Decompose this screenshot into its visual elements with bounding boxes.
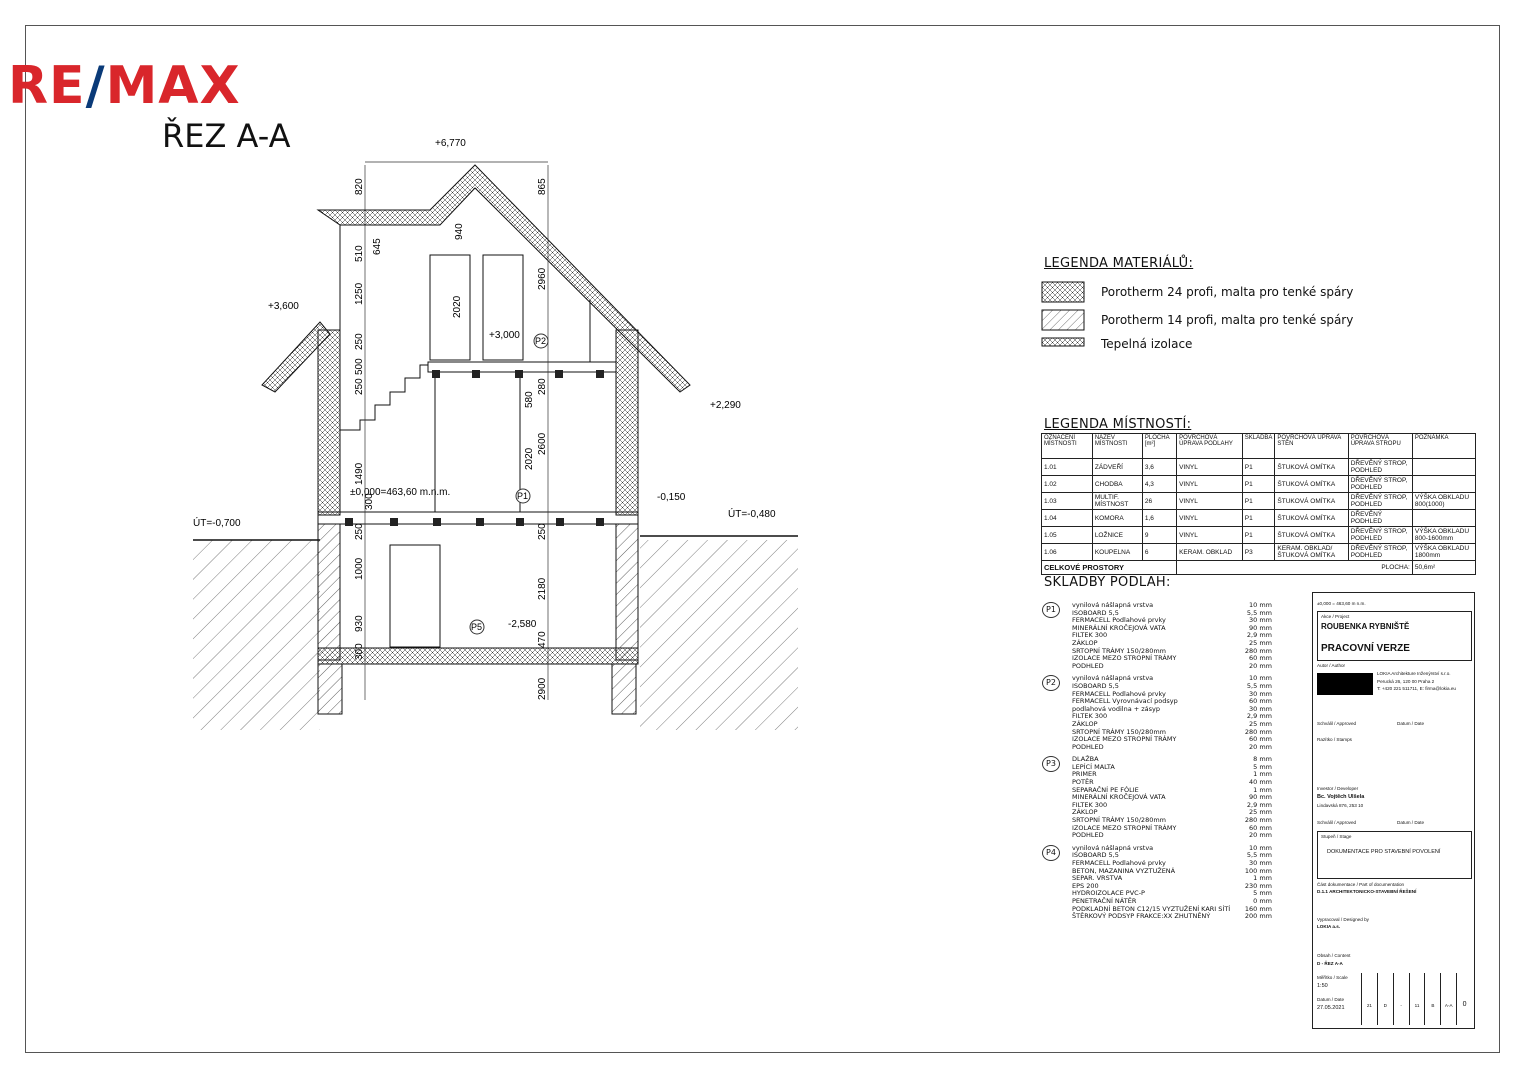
- dim: 2020: [452, 295, 463, 318]
- floor-layer: ISOBOARD 5,5 5,5 mm: [1072, 851, 1272, 860]
- floor-layer: vynilová nášlapná vrstva 10 mm: [1072, 843, 1272, 852]
- dim: 865: [537, 178, 548, 195]
- table-row: 1.01 ZÁDVEŘÍ 3,6 VINYL P1 ŠTUKOVÁ OMÍTKA DŘEVĚNÝ STROP, PODHLED: [1042, 459, 1476, 476]
- dim: 470: [537, 631, 548, 648]
- dim: 2020: [524, 447, 535, 470]
- legend-materials-title: LEGENDA MATERIÁLŮ:: [1044, 256, 1194, 271]
- level-terrain-right: ÚT=-0,480: [728, 509, 776, 520]
- legend-rooms-title: LEGENDA MÍSTNOSTÍ:: [1044, 417, 1192, 432]
- floor-layer: podlahová vodilna + zásyp 30 mm: [1072, 704, 1272, 713]
- terrain: [193, 540, 320, 730]
- floor-badge: P3: [1042, 756, 1060, 772]
- floor-layer: FILTEK 300 2,9 mm: [1072, 800, 1272, 809]
- dim: 510: [354, 245, 365, 262]
- dim: 300: [364, 493, 375, 510]
- dim: 2600: [537, 432, 548, 455]
- wall-left: [318, 330, 340, 515]
- dim: 645: [372, 238, 383, 255]
- floor-layer: SRTOPNÍ TRÁMY 150/280mm 280 mm: [1072, 646, 1272, 655]
- dim: 2900: [537, 677, 548, 700]
- dim: 250: [354, 333, 365, 350]
- floor-layer: IZOLACE MEZO STROPNÍ TRÁMY 60 mm: [1072, 654, 1272, 663]
- floor-group: [1042, 845, 1272, 921]
- floor-layer: BETON, MAZANINA VYZTUŽENÁ 100 mm: [1072, 866, 1272, 875]
- material-swatches: [1040, 280, 1090, 352]
- table-row: 1.03 MULTIF. MÍSTNOST 26 VINYL P1 ŠTUKOVÁ OMÍTKA DŘEVĚNÝ STROP, PODHLED VÝŠKA OBKLADU 800(1000): [1042, 493, 1476, 510]
- floor-layer: vynilová nášlapná vrstva 10 mm: [1072, 601, 1272, 609]
- rooms-table: OZNAČENÍ MÍSTNOSTI NÁZEV MÍSTNOSTI PLOCHA [m²] POVRCHOVÁ ÚPRAVA PODLAHY SKLADBA POVRCHOVÁ ÚPRAVA STĚN POVRCHOVÁ ÚPRAVA STROPU POZNÁMKA 1.01 ZÁDVEŘÍ 3,6 VINYL P1 ŠTUKOVÁ OMÍTKA DŘEVĚNÝ STROP, PODHLED 1.02 CHODBA 4,3 VINYL P1 ŠTUKOVÁ OMÍTKA DŘEVĚNÝ STROP, PODHLED 1.03 MULTIF. MÍSTNOST 26 VINYL P1 ŠTUKOVÁ OMÍTKA DŘEVĚNÝ STROP, PODHLED VÝŠKA OBKLADU 800(1000) 1.04 KOMORA 1,6 VINYL P1 ŠTUKOVÁ OMÍTKA DŘEVĚNÝ PODHLED 1.05 LOŽNICE 9 VINYL P1 ŠTUKOVÁ OMÍTKA DŘEVĚNÝ STROP, PODHLED VÝŠKA OBKLADU 800-1600mm 1.06 KOUPELNA 6 KERAM. OBKLAD P3 KERAM. OBKLAD/ŠTUKOVÁ OMÍTKA DŘEVĚNÝ STROP, PODHLED VÝŠKA OBKLADU 1800mm CELKOVÉ PROSTORY PLOCHA: 50,6m²: [1041, 433, 1476, 575]
- section-drawing: [0, 0, 1000, 760]
- dim: 2180: [537, 577, 548, 600]
- floor-compositions: [1042, 602, 1272, 926]
- table-row: 1.04 KOMORA 1,6 VINYL P1 ŠTUKOVÁ OMÍTKA DŘEVĚNÝ PODHLED: [1042, 510, 1476, 527]
- floor-layer: vynilová nášlapná vrstva 10 mm: [1072, 674, 1272, 683]
- dim: 930: [354, 615, 365, 632]
- dim: 1250: [354, 282, 365, 305]
- floor-layer: FERMACELL Vyrovnávací podsyp 60 mm: [1072, 697, 1272, 706]
- dim: 820: [354, 178, 365, 195]
- title-block: ±0,000 = 463,60 m n.m. Akce / Project ROUBENKA RYBNIŠTĚ PRACOVNÍ VERZE Autor / Author LOKIA Architekture Inženýrství s.r.o. Perucká 26, 120 00 Praha 2 T: +420 221 511711, E: firma@lokia.eu Schválil / Approved Datum / Date Razítko / Stamps Investor / Developer Bc. Vojtěch Ulšela Lindavská 876, 253 10 Schválil / Approved Datum / Date Stupeň / Stage DOKUMENTACE PRO STAVEBNÍ POVOLENÍ Část dokumentace / Part of documentation D.1.1 ARCHITEKTONICKO-STAVEBNÍ ŘEŠENÍ Vypracoval / Designed by LOKIA a.s. Obsah / Content D - ŘEZ A-A Měřítko / Scale 1:50 Datum / Date 27.05.2021 21 D - 11 B A-A 0: [1312, 592, 1475, 1029]
- author-logo: [1317, 673, 1373, 695]
- sheet-code: 21 D - 11 B A-A 0: [1361, 973, 1472, 1025]
- dim: 1000: [354, 557, 365, 580]
- floor-layer: SEPARAČNÍ PE FÓLIE 1 mm: [1072, 785, 1272, 794]
- floor-layer: SEPAR. VRSTVA 1 mm: [1072, 874, 1272, 883]
- wall-right: [616, 330, 638, 515]
- marker-p2: P2: [535, 336, 547, 346]
- basement-wall-right: [616, 520, 638, 660]
- floor-layer: FILTEK 300 2,9 mm: [1072, 712, 1272, 721]
- dim: 1490: [354, 462, 365, 485]
- level-zero: ±0,000=463,60 m.n.m.: [350, 487, 451, 498]
- dim: 250: [537, 523, 548, 540]
- floor-layer: ISOBOARD 5,5 5,5 mm: [1072, 608, 1272, 617]
- dim: 250: [354, 523, 365, 540]
- level-terrace: -0,150: [657, 492, 686, 503]
- dim: 250: [354, 378, 365, 395]
- level-eave: +3,600: [268, 301, 299, 312]
- floor-layer: EPS 200 230 mm: [1072, 881, 1272, 890]
- floor-group: [1042, 675, 1272, 751]
- material-item-label: Porotherm 24 profi, malta pro tenké spáry: [1101, 285, 1354, 299]
- floor-layer: ISOBOARD 5,5 5,5 mm: [1072, 681, 1272, 690]
- dim: 940: [454, 223, 465, 240]
- floor-layer: LEPÍCÍ MALTA 5 mm: [1072, 762, 1272, 771]
- floor-layer: POTĚR 40 mm: [1072, 778, 1272, 787]
- floor-layer: ZÁKLOP 25 mm: [1072, 808, 1272, 817]
- floor-badge: P2: [1042, 675, 1060, 691]
- marker-p5: P5: [471, 622, 483, 632]
- remax-logo: RE/MAX: [8, 56, 241, 116]
- floor-layer: IZOLACE MEZO STROPNÍ TRÁMY 60 mm: [1072, 735, 1272, 744]
- level-outside: +2,290: [710, 400, 741, 411]
- floor-layer: IZOLACE MEZO STROPNÍ TRÁMY 60 mm: [1072, 823, 1272, 832]
- floor-layer: FILTEK 300 2,9 mm: [1072, 631, 1272, 640]
- table-total-row: CELKOVÉ PROSTORY PLOCHA: 50,6m²: [1042, 561, 1476, 575]
- floor-badge: P1: [1042, 602, 1060, 618]
- floor-group: [1042, 602, 1272, 670]
- floor-layer: MINERÁLNÍ KROČEJOVÁ VATA 90 mm: [1072, 793, 1272, 802]
- floor-layer: FERMACELL Podlahové prvky 30 mm: [1072, 616, 1272, 625]
- dim: 300: [354, 643, 365, 660]
- floor-layer: PODHLED 20 mm: [1072, 831, 1272, 840]
- floor-layer: MINERÁLNÍ KROČEJOVÁ VATA 90 mm: [1072, 623, 1272, 632]
- floor-layer: ZÁKLOP 25 mm: [1072, 719, 1272, 728]
- floor-layer: PRIMER 1 mm: [1072, 770, 1272, 779]
- floor-layer: PODHLED 20 mm: [1072, 661, 1272, 670]
- level-basement: -2,580: [508, 619, 537, 630]
- floor-layer: SRTOPNÍ TRÁMY 150/280mm 280 mm: [1072, 816, 1272, 825]
- floor-layer: HYDROIZOLACE PVC-P 5 mm: [1072, 889, 1272, 898]
- floor-layer: PODKLADNÍ BETON C12/15 VYZTUŽENÍ KARI SÍTÍ 160 mm: [1072, 904, 1272, 913]
- material-item-label: Tepelná izolace: [1101, 337, 1193, 351]
- marker-p1: P1: [517, 491, 529, 501]
- floor-layer: ŠTĚRKOVÝ PODSYP FRAKCE:XX ZHUTNĚNÝ 200 mm: [1072, 912, 1272, 921]
- table-row: 1.06 KOUPELNA 6 KERAM. OBKLAD P3 KERAM. OBKLAD/ŠTUKOVÁ OMÍTKA DŘEVĚNÝ STROP, PODHLED VÝŠKA OBKLADU 1800mm: [1042, 544, 1476, 561]
- material-item-label: Porotherm 14 profi, malta pro tenké spáry: [1101, 313, 1354, 327]
- level-mezzanine: +3,000: [489, 330, 520, 341]
- floor-layer: PENETRAČNÍ NÁTĚR 0 mm: [1072, 896, 1272, 905]
- page-title: ŘEZ A-A: [162, 117, 291, 155]
- floor-layer: PODHLED 20 mm: [1072, 742, 1272, 751]
- table-row: 1.05 LOŽNICE 9 VINYL P1 ŠTUKOVÁ OMÍTKA DŘEVĚNÝ STROP, PODHLED VÝŠKA OBKLADU 800-1600mm: [1042, 527, 1476, 544]
- floor-layer: DLAŽBA 8 mm: [1072, 755, 1272, 764]
- floor-layer: ZÁKLOP 25 mm: [1072, 638, 1272, 647]
- dim: 2960: [537, 267, 548, 290]
- level-terrain-left: ÚT=-0,700: [193, 518, 241, 529]
- floor-layer: SRTOPNÍ TRÁMY 150/280mm 280 mm: [1072, 727, 1272, 736]
- dim: 500: [354, 358, 365, 375]
- floor-layer: FERMACELL Podlahové prvky 30 mm: [1072, 689, 1272, 698]
- dim: 280: [537, 378, 548, 395]
- floor-layer: FERMACELL Podlahové prvky 30 mm: [1072, 859, 1272, 867]
- dim: 580: [524, 391, 535, 408]
- basement-wall-left: [318, 520, 340, 660]
- floor-group: [1042, 756, 1272, 840]
- basement-slab: [318, 648, 638, 664]
- floor-badge: P4: [1042, 845, 1060, 861]
- table-row: 1.02 CHODBA 4,3 VINYL P1 ŠTUKOVÁ OMÍTKA DŘEVĚNÝ STROP, PODHLED: [1042, 476, 1476, 493]
- floor-compositions-title: SKLADBY PODLAH:: [1044, 575, 1171, 590]
- level-top: +6,770: [435, 138, 466, 149]
